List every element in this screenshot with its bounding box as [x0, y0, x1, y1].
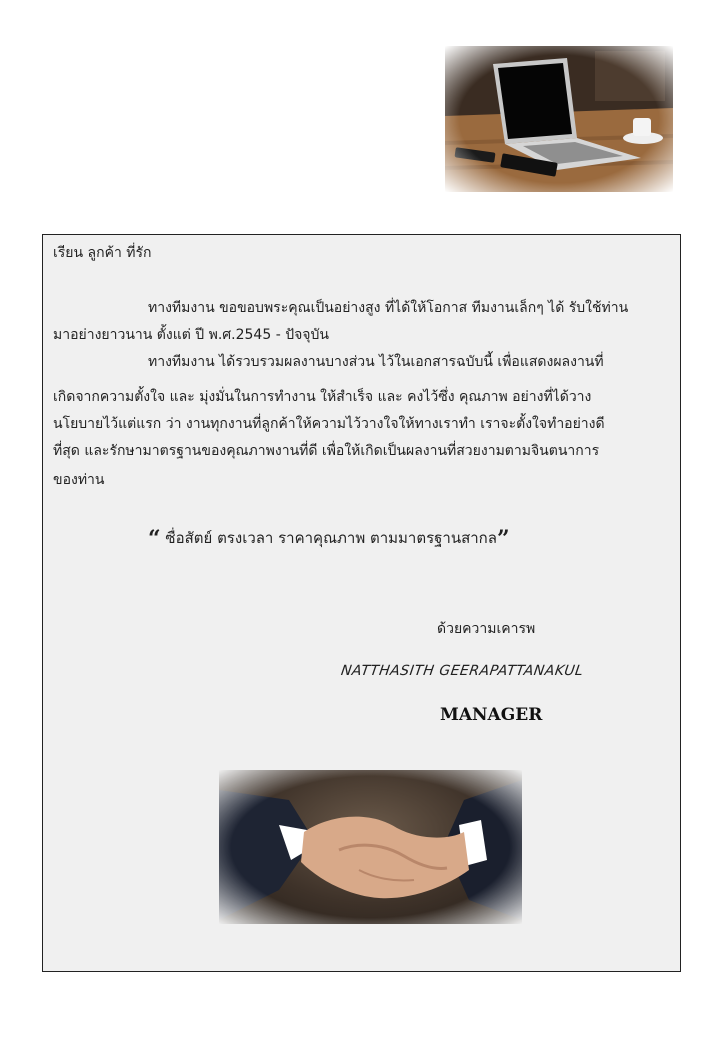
paragraph1-line2: มาอย่างยาวนาน ตั้งแต่ ปี พ.ศ.2545 - ปัจจุบัน	[53, 327, 329, 343]
paragraph2-line2: เกิดจากความตั้งใจ และ มุ่งมั่นในการทำงาน ให้สำเร็จ และ คงไว้ซึ่ง คุณภาพ อย่างที่ได้วาง	[53, 389, 592, 405]
paragraph2-line3: นโยบายไว้แต่แรก ว่า งานทุกงานที่ลูกค้าให้ความไว้วางใจให้ทางเราทำ เราจะตั้งใจทำอย่างดี	[53, 416, 605, 432]
signature-name: NATTHASITH GEERAPATTANAKUL	[339, 663, 585, 679]
motto-quote	[148, 527, 510, 550]
handshake-illustration	[219, 770, 522, 924]
paragraph2-line5: ของท่าน	[53, 472, 105, 488]
close-quote-mark: ”	[496, 526, 510, 552]
signer-title: MANAGER	[440, 705, 543, 725]
handshake-photo	[219, 770, 522, 924]
paragraph1-line1: ทางทีมงาน ขอขอบพระคุณเป็นอย่างสูง ที่ได้ให้โอกาส ทีมงานเล็กๆ ได้ รับใช้ท่าน	[148, 300, 629, 316]
laptop-on-desk-illustration	[445, 46, 673, 192]
signoff: ด้วยความเคารพ	[437, 621, 536, 637]
paragraph2-line1: ทางทีมงาน ได้รวบรวมผลงานบางส่วน ไว้ในเอกสารฉบับนี้ เพื่อแสดงผลงานที่	[148, 354, 604, 370]
salutation: เรียน ลูกค้า ที่รัก	[53, 245, 152, 261]
open-quote-mark: “	[148, 526, 161, 552]
letter-frame	[42, 234, 681, 972]
laptop-photo	[445, 46, 673, 192]
motto-text: ซื่อสัตย์ ตรงเวลา ราคาคุณภาพ ตามมาตรฐานสากล	[160, 529, 497, 547]
paragraph2-line4: ที่สุด และรักษามาตรฐานของคุณภาพงานที่ดี เพื่อให้เกิดเป็นผลงานที่สวยงามตามจินตนาการ	[53, 443, 600, 459]
